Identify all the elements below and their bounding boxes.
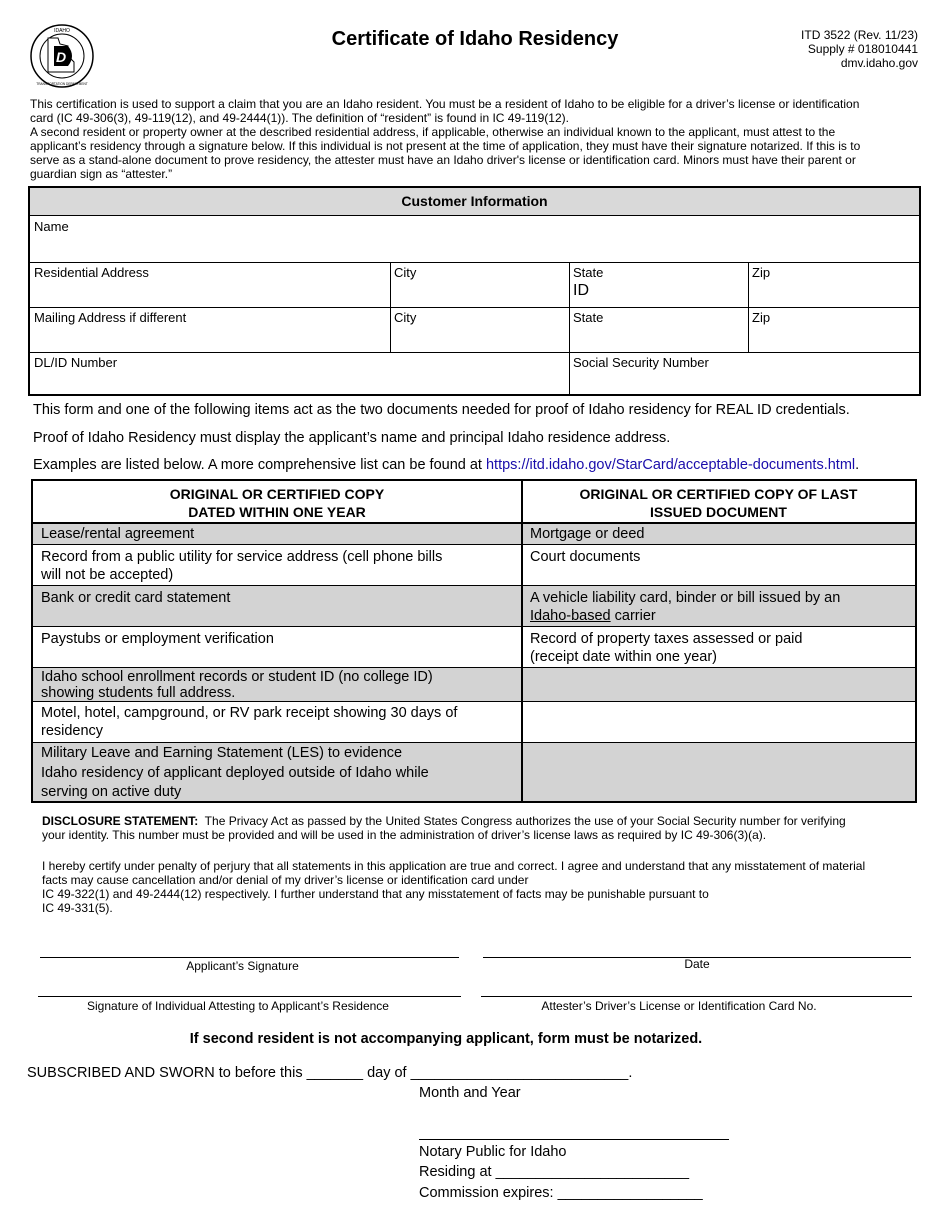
table-cell: Bank or credit card statement [33, 586, 521, 626]
mailing-city-label: City [394, 310, 417, 325]
info-paragraph-1: This form and one of the following items act as the two documents needed for proof of Idaho residency for REAL ID credentials. [33, 402, 850, 418]
attester-signature-label: Signature of Individual Attesting to Applicant’s Residence [87, 999, 389, 1013]
zip-label: Zip [752, 265, 771, 280]
ssn-field[interactable] [569, 352, 919, 394]
attester-signature-line[interactable] [38, 996, 461, 997]
table-cell [522, 586, 915, 626]
cell-line: serving on active duty [41, 784, 182, 800]
dl-id-number-label: DL/ID Number [34, 355, 118, 370]
table-cell: Lease/rental agreement [33, 524, 521, 544]
mailing-state-field[interactable] [569, 307, 748, 352]
mailing-city-field[interactable] [390, 307, 569, 352]
column-header-one-year [33, 481, 521, 523]
table-cell-empty [522, 743, 915, 801]
city-field[interactable] [390, 262, 569, 307]
table-cell [33, 743, 521, 801]
cert-line: IC 49-322(1) and 49-2444(12) respectively. I further understand that any misstatement of facts may be punishable pursuant to [42, 887, 709, 901]
intro-line: card (IC 49-306(3), 49-119(12), and 49-2444(1)). The definition of “resident” is found in IC 49-119(12). [30, 111, 569, 125]
acceptable-documents-link[interactable]: https://itd.idaho.gov/StarCard/acceptable-documents.html [485, 457, 856, 473]
page-title: Certificate of Idaho Residency [331, 28, 619, 50]
cell-text: carrier [610, 608, 656, 624]
seal-text-bottom: TRANSPORTATION DEPARTMENT [36, 82, 88, 86]
state-label: State [573, 265, 604, 280]
intro-line: A second resident or property owner at the described residential address, if applicable, otherwise an individual known to the applicant, must attest to the [30, 125, 836, 139]
customer-info-section [28, 186, 921, 396]
table-cell: Court documents [530, 549, 641, 565]
cell-line: (receipt date within one year) [530, 649, 717, 665]
info-paragraph-3-end: . [855, 457, 860, 473]
cert-line: I hereby certify under penalty of perjury that all statements in this application are true and correct. I agree and understand that any misstatement of material [42, 859, 866, 873]
intro-line: serve as a stand-alone document to prove residency, the attester must have an Idaho driver's license or identification card. Minors must have their parent or [30, 153, 856, 167]
city-label: City [394, 265, 417, 280]
mailing-address-label: Mailing Address if different [34, 310, 187, 325]
dl-id-number-field[interactable] [30, 352, 569, 394]
cert-line: facts may cause cancellation and/or denial of my driver’s license or identification card under [42, 873, 529, 887]
state-field[interactable] [569, 262, 748, 307]
cell-line: Idaho residency of applicant deployed outside of Idaho while [41, 764, 429, 781]
notary-signature-line[interactable] [419, 1139, 729, 1140]
info-paragraph-3-text: Examples are listed below. A more comprehensive list can be found at [33, 457, 486, 473]
ssn-label: Social Security Number [573, 355, 709, 370]
header-line: ISSUED DOCUMENT [650, 504, 787, 520]
form-id-block [801, 28, 918, 70]
table-cell [522, 627, 915, 667]
month-year-label: Month and Year [419, 1085, 521, 1101]
applicant-signature-line[interactable] [40, 957, 459, 958]
disclosure-statement [42, 814, 922, 842]
residential-address-label: Residential Address [34, 265, 149, 280]
cell-line: Motel, hotel, campground, or RV park receipt showing 30 days of [41, 705, 458, 721]
cert-line: IC 49-331(5). [42, 901, 113, 915]
idaho-based-text: Idaho-based [530, 608, 611, 624]
table-cell [33, 545, 521, 585]
seal-letter: D [55, 49, 67, 65]
info-paragraph-3 [33, 457, 859, 473]
mailing-address-field[interactable] [30, 307, 390, 352]
cell-line: Record from a public utility for service address (cell phone bills [41, 549, 443, 565]
attester-dl-label: Attester’s Driver’s License or Identification Card No. [541, 999, 817, 1013]
name-field[interactable] [30, 216, 919, 262]
website: dmv.idaho.gov [840, 56, 918, 70]
table-cell [33, 668, 521, 701]
intro-line: applicant’s residency through a signature below. If this individual is not present at the time of application, they must have their signature notarized. If this is to [30, 139, 861, 153]
cell-line: Idaho school enrollment records or student ID (no college ID) [41, 669, 433, 685]
cell-line: showing students full address. [41, 685, 236, 701]
table-cell-empty [522, 668, 915, 701]
table-cell-empty [522, 702, 915, 742]
residing-at-field[interactable]: Residing at ________________________ [419, 1164, 690, 1180]
mailing-zip-label: Zip [752, 310, 771, 325]
table-cell: Mortgage or deed [522, 524, 915, 544]
cell-line: Record of property taxes assessed or paid [530, 631, 803, 647]
cell-line: A vehicle liability card, binder or bill issued by an [530, 590, 841, 606]
disclosure-text: your identity. This number must be provided and will be used in the administration of driver’s license laws as required by IC 49-306(3)(a). [42, 828, 767, 842]
attester-dl-line[interactable] [481, 996, 912, 997]
table-cell [33, 702, 521, 742]
notarize-notice: If second resident is not accompanying applicant, form must be notarized. [189, 1031, 703, 1047]
residential-address-field[interactable] [30, 262, 390, 307]
header-line: DATED WITHIN ONE YEAR [188, 504, 366, 520]
certification-text [42, 859, 922, 915]
disclosure-label: DISCLOSURE STATEMENT: [42, 814, 199, 828]
commission-expires-field[interactable]: Commission expires: __________________ [419, 1185, 703, 1201]
sworn-statement: SUBSCRIBED AND SWORN to before this _______ day of ___________________________. [27, 1065, 633, 1081]
state-value: ID [573, 282, 589, 299]
name-label: Name [34, 219, 69, 234]
applicant-signature-label: Applicant’s Signature [186, 959, 299, 973]
cell-line [530, 607, 907, 625]
disclosure-text: The Privacy Act as passed by the United States Congress authorizes the use of your Social Security number for verifying [198, 814, 846, 828]
documents-table [31, 479, 917, 803]
header-line: ORIGINAL OR CERTIFIED COPY [169, 486, 385, 502]
intro-line: guardian sign as “attester.” [30, 167, 173, 181]
date-label: Date [684, 957, 710, 971]
notary-public-label: Notary Public for Idaho [419, 1144, 567, 1160]
mailing-zip-field[interactable] [748, 307, 919, 352]
intro-line: This certification is used to support a claim that you are an Idaho resident. You must be a resident of Idaho to be eligible for a driver’s license or identification [30, 97, 860, 111]
supply-number: Supply # 018010441 [807, 42, 918, 56]
cell-line: residency [41, 723, 104, 739]
cell-line: Military Leave and Earning Statement (LES) to evidence [41, 745, 403, 761]
cell-line: will not be accepted) [41, 567, 174, 583]
table-cell: Paystubs or employment verification [41, 631, 274, 647]
seal-text-top: IDAHO [54, 28, 70, 34]
column-header-last-issued [522, 481, 915, 523]
zip-field[interactable] [748, 262, 919, 307]
mailing-state-label: State [573, 310, 604, 325]
intro-text [30, 97, 910, 181]
header-line: ORIGINAL OR CERTIFIED COPY OF LAST [579, 486, 858, 502]
form-number: ITD 3522 (Rev. 11/23) [801, 28, 918, 42]
info-paragraph-2: Proof of Idaho Residency must display the applicant’s name and principal Idaho residence address. [33, 430, 671, 446]
customer-info-heading: Customer Information [30, 188, 919, 216]
